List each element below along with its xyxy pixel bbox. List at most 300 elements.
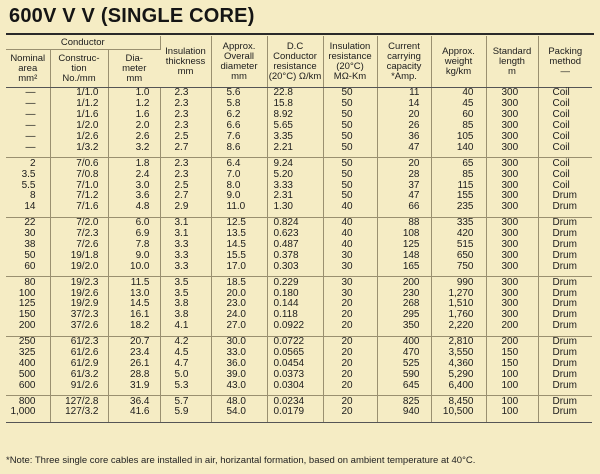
cell-nominal-area: 800 xyxy=(6,396,50,407)
cell-construction: 61/2.3 xyxy=(50,336,108,347)
header-line: mm² xyxy=(18,72,38,84)
table-row xyxy=(6,358,592,369)
header-line: Insulation xyxy=(329,40,371,52)
header-line: mm xyxy=(231,70,247,82)
cell-overall-diameter: 27.0 xyxy=(211,321,267,332)
cell-construction: 7/2.3 xyxy=(50,229,108,240)
cell-diameter: 1.6 xyxy=(108,110,160,121)
cell-nominal-area: 125 xyxy=(6,299,50,310)
cell-nominal-area: 100 xyxy=(6,288,50,299)
cell-insulation-thickness: 4.1 xyxy=(160,321,211,332)
cell-weight: 1,760 xyxy=(431,310,486,321)
cell-construction: 127/3.2 xyxy=(50,407,108,418)
cell-standard-length: 300 xyxy=(486,110,538,121)
cell-current-capacity: 28 xyxy=(377,169,431,180)
cell-construction: 1/3.2 xyxy=(50,142,108,153)
cell-diameter: 1.2 xyxy=(108,99,160,110)
cell-overall-diameter: 7.6 xyxy=(211,132,267,143)
cell-insulation-thickness: 3.8 xyxy=(160,310,211,321)
cell-weight: 10,500 xyxy=(431,407,486,418)
cell-overall-diameter: 14.5 xyxy=(211,240,267,251)
cell-current-capacity: 11 xyxy=(377,88,431,99)
table-row xyxy=(6,336,592,347)
cell-construction: 19/2.6 xyxy=(50,288,108,299)
header-line: mm xyxy=(177,65,194,77)
cell-dc-resistance: 22.8 xyxy=(267,88,323,99)
spacer-cell xyxy=(267,418,323,423)
table-row xyxy=(6,121,592,132)
spacer-cell xyxy=(377,418,431,423)
cell-construction: 19/2.3 xyxy=(50,277,108,288)
cell-overall-diameter: 8.0 xyxy=(211,180,267,191)
cell-packing-method: Coil xyxy=(552,141,570,153)
cell-insulation-thickness: 2.3 xyxy=(160,99,211,110)
cell-dc-resistance: 0.0373 xyxy=(267,369,323,380)
cell-packing-method: Drum xyxy=(552,357,577,369)
cell-nominal-area: 400 xyxy=(6,358,50,369)
cell-construction: 127/2.8 xyxy=(50,396,108,407)
cell-insulation-resistance: 20 xyxy=(323,310,377,321)
cell-dc-resistance: 0.623 xyxy=(267,229,323,240)
cell-insulation-thickness: 3.3 xyxy=(160,240,211,251)
cell-weight: 335 xyxy=(431,217,486,228)
cell-dc-resistance: 0.0234 xyxy=(267,396,323,407)
cell-weight: 650 xyxy=(431,250,486,261)
cell-construction: 1/2.0 xyxy=(50,121,108,132)
cell-insulation-resistance: 30 xyxy=(323,288,377,299)
header-standard-length xyxy=(486,36,538,88)
cell-diameter: 20.7 xyxy=(108,336,160,347)
cell-dc-resistance: 0.378 xyxy=(267,250,323,261)
header-line: kg/km xyxy=(445,65,472,77)
cell-overall-diameter: 7.0 xyxy=(211,169,267,180)
cell-packing-method: Coil xyxy=(552,109,570,121)
header-nominal-area xyxy=(6,50,50,88)
table-row xyxy=(6,250,592,261)
cell-packing-method: Drum xyxy=(552,260,577,272)
cell-insulation-thickness: 2.5 xyxy=(160,132,211,143)
page-title: 600V V V (SINGLE CORE) xyxy=(9,5,255,27)
cell-current-capacity: 26 xyxy=(377,121,431,132)
cell-insulation-thickness: 3.3 xyxy=(160,261,211,272)
cell-construction: 1/2.6 xyxy=(50,132,108,143)
cell-weight: 235 xyxy=(431,202,486,213)
cell-dc-resistance: 0.0304 xyxy=(267,380,323,391)
cell-nominal-area: — xyxy=(6,142,50,153)
header-line: Approx. xyxy=(442,45,475,57)
cell-standard-length: 100 xyxy=(486,380,538,391)
cell-nominal-area: — xyxy=(6,132,50,143)
cell-diameter: 6.0 xyxy=(108,217,160,228)
cell-standard-length: 300 xyxy=(486,240,538,251)
cell-insulation-resistance: 30 xyxy=(323,250,377,261)
cell-insulation-resistance: 20 xyxy=(323,358,377,369)
cell-overall-diameter: 6.6 xyxy=(211,121,267,132)
cell-construction: 7/1.6 xyxy=(50,202,108,213)
header-line: diameter xyxy=(220,60,258,72)
table-body xyxy=(6,88,592,423)
header-line: — xyxy=(560,65,570,77)
table-row xyxy=(6,240,592,251)
cell-insulation-thickness: 3.3 xyxy=(160,250,211,261)
cell-insulation-thickness: 5.9 xyxy=(160,407,211,418)
cell-dc-resistance: 8.92 xyxy=(267,110,323,121)
cell-standard-length: 300 xyxy=(486,288,538,299)
cell-insulation-thickness: 2.3 xyxy=(160,158,211,169)
cell-insulation-resistance: 50 xyxy=(323,142,377,153)
cell-weight: 85 xyxy=(431,121,486,132)
header-construction xyxy=(50,50,108,88)
cell-insulation-resistance: 50 xyxy=(323,191,377,202)
cell-weight: 515 xyxy=(431,240,486,251)
cell-overall-diameter: 9.0 xyxy=(211,191,267,202)
cell-insulation-thickness: 2.7 xyxy=(160,142,211,153)
cell-dc-resistance: 0.118 xyxy=(267,310,323,321)
cell-standard-length: 100 xyxy=(486,369,538,380)
header-line: carrying xyxy=(387,50,421,62)
cell-packing-method: Drum xyxy=(538,396,592,407)
cell-current-capacity: 940 xyxy=(377,407,431,418)
table-row xyxy=(6,217,592,228)
cell-standard-length: 300 xyxy=(486,229,538,240)
cell-insulation-resistance: 20 xyxy=(323,299,377,310)
header-insulation-resistance xyxy=(323,36,377,88)
cell-diameter: 10.0 xyxy=(108,261,160,272)
header-packing-method xyxy=(538,36,592,88)
cell-weight: 2,810 xyxy=(431,336,486,347)
header-line: resistance xyxy=(328,50,372,62)
header-line: m xyxy=(508,65,516,77)
cell-diameter: 3.6 xyxy=(108,191,160,202)
cell-current-capacity: 88 xyxy=(377,217,431,228)
cell-standard-length: 300 xyxy=(486,202,538,213)
cell-dc-resistance: 5.20 xyxy=(267,169,323,180)
cell-construction: 19/2.9 xyxy=(50,299,108,310)
cell-insulation-resistance: 20 xyxy=(323,396,377,407)
cell-standard-length: 300 xyxy=(486,142,538,153)
cell-current-capacity: 36 xyxy=(377,132,431,143)
cell-diameter: 4.8 xyxy=(108,202,160,213)
cell-dc-resistance: 0.144 xyxy=(267,299,323,310)
cell-diameter: 36.4 xyxy=(108,396,160,407)
cell-nominal-area: 150 xyxy=(6,310,50,321)
table-row xyxy=(6,396,592,407)
cell-insulation-resistance: 50 xyxy=(323,99,377,110)
cell-insulation-resistance: 20 xyxy=(323,380,377,391)
cell-dc-resistance: 9.24 xyxy=(267,158,323,169)
cell-weight: 5,290 xyxy=(431,369,486,380)
cell-overall-diameter: 48.0 xyxy=(211,396,267,407)
cell-standard-length: 100 xyxy=(486,396,538,407)
cell-packing-method: Drum xyxy=(552,346,577,358)
cell-insulation-resistance: 40 xyxy=(323,202,377,213)
cell-current-capacity: 37 xyxy=(377,180,431,191)
cell-insulation-thickness: 5.3 xyxy=(160,380,211,391)
cell-current-capacity: 20 xyxy=(377,158,431,169)
cell-insulation-thickness: 4.5 xyxy=(160,348,211,359)
cell-nominal-area: 8 xyxy=(6,191,50,202)
table-row xyxy=(6,99,592,110)
cell-dc-resistance: 0.0454 xyxy=(267,358,323,369)
cell-insulation-thickness: 3.5 xyxy=(160,277,211,288)
table-row xyxy=(6,202,592,213)
cell-construction: 19/1.8 xyxy=(50,250,108,261)
cell-nominal-area: 200 xyxy=(6,321,50,332)
cell-standard-length: 300 xyxy=(486,261,538,272)
header-conductor: Conductor xyxy=(6,36,160,50)
header-line: mm xyxy=(126,72,143,84)
cell-overall-diameter: 12.5 xyxy=(211,217,267,228)
header-line: Approx. xyxy=(222,40,256,52)
header-line: length xyxy=(499,55,525,67)
cell-packing-method: Drum xyxy=(538,217,592,228)
cell-diameter: 11.5 xyxy=(108,277,160,288)
cell-weight: 3,550 xyxy=(431,348,486,359)
cell-insulation-resistance: 20 xyxy=(323,336,377,347)
cell-insulation-thickness: 3.5 xyxy=(160,288,211,299)
cell-construction: 91/2.6 xyxy=(50,380,108,391)
cell-nominal-area: — xyxy=(6,121,50,132)
cell-standard-length: 300 xyxy=(486,180,538,191)
cell-overall-diameter: 17.0 xyxy=(211,261,267,272)
cell-dc-resistance: 0.0179 xyxy=(267,407,323,418)
cell-insulation-resistance: 50 xyxy=(323,169,377,180)
header-weight xyxy=(431,36,486,88)
cell-nominal-area: 22 xyxy=(6,217,50,228)
table-row xyxy=(6,321,592,332)
cell-diameter: 2.6 xyxy=(108,132,160,143)
cell-nominal-area: 325 xyxy=(6,348,50,359)
cell-insulation-resistance: 40 xyxy=(323,229,377,240)
cell-current-capacity: 165 xyxy=(377,261,431,272)
cell-insulation-resistance: 20 xyxy=(323,369,377,380)
cell-construction: 7/0.8 xyxy=(50,169,108,180)
cell-overall-diameter: 8.6 xyxy=(211,142,267,153)
cell-nominal-area: 60 xyxy=(6,261,50,272)
cell-construction: 7/2.6 xyxy=(50,240,108,251)
cell-packing-method: Coil xyxy=(552,168,570,180)
cell-nominal-area: — xyxy=(6,88,50,99)
spacer-cell xyxy=(211,418,267,423)
cell-dc-resistance: 0.180 xyxy=(267,288,323,299)
title-underline xyxy=(6,33,594,35)
cell-current-capacity: 148 xyxy=(377,250,431,261)
cell-packing-method: Drum xyxy=(552,309,577,321)
cell-insulation-thickness: 5.7 xyxy=(160,396,211,407)
cell-dc-resistance: 0.0722 xyxy=(267,336,323,347)
cell-overall-diameter: 5.6 xyxy=(211,88,267,99)
spacer-cell xyxy=(323,418,377,423)
header-line: method xyxy=(549,55,582,67)
cell-nominal-area: 50 xyxy=(6,250,50,261)
cell-nominal-area: 38 xyxy=(6,240,50,251)
cell-standard-length: 300 xyxy=(486,191,538,202)
cell-packing-method: Drum xyxy=(538,336,592,347)
header-line: (20°C) xyxy=(336,60,364,72)
cell-current-capacity: 350 xyxy=(377,321,431,332)
cell-insulation-resistance: 30 xyxy=(323,261,377,272)
cell-nominal-area: 2 xyxy=(6,158,50,169)
cell-packing-method: Coil xyxy=(552,87,570,99)
cell-diameter: 16.1 xyxy=(108,310,160,321)
cell-nominal-area: 5.5 xyxy=(6,180,50,191)
cell-weight: 1,510 xyxy=(431,299,486,310)
cell-diameter: 6.9 xyxy=(108,229,160,240)
cell-current-capacity: 295 xyxy=(377,310,431,321)
cell-standard-length: 300 xyxy=(486,169,538,180)
cell-nominal-area: 30 xyxy=(6,229,50,240)
spacer-cell xyxy=(538,418,592,423)
cell-standard-length: 200 xyxy=(486,321,538,332)
cell-nominal-area: — xyxy=(6,99,50,110)
cell-current-capacity: 825 xyxy=(377,396,431,407)
cell-construction: 7/1.2 xyxy=(50,191,108,202)
cell-construction: 1/1.0 xyxy=(50,88,108,99)
cell-construction: 61/2.6 xyxy=(50,348,108,359)
cell-standard-length: 300 xyxy=(486,121,538,132)
cell-packing-method: Coil xyxy=(552,179,570,191)
cell-diameter: 1.8 xyxy=(108,158,160,169)
table-row xyxy=(6,169,592,180)
header-dc-resistance xyxy=(267,36,323,88)
cell-dc-resistance: 0.0922 xyxy=(267,321,323,332)
cell-current-capacity: 14 xyxy=(377,99,431,110)
cell-dc-resistance: 0.824 xyxy=(267,217,323,228)
table-row xyxy=(6,180,592,191)
cell-overall-diameter: 13.5 xyxy=(211,229,267,240)
header-line: (20°C) Ω/km xyxy=(268,70,322,82)
cell-insulation-resistance: 30 xyxy=(323,277,377,288)
header-line: meter xyxy=(122,62,147,74)
cell-insulation-thickness: 3.8 xyxy=(160,299,211,310)
header-line: Conductor xyxy=(273,50,317,62)
cell-diameter: 2.4 xyxy=(108,169,160,180)
cell-insulation-resistance: 50 xyxy=(323,121,377,132)
cell-overall-diameter: 23.0 xyxy=(211,299,267,310)
cell-packing-method: Coil xyxy=(552,130,570,142)
cell-dc-resistance: 2.31 xyxy=(267,191,323,202)
cell-current-capacity: 400 xyxy=(377,336,431,347)
cell-overall-diameter: 11.0 xyxy=(211,202,267,213)
cell-diameter: 23.4 xyxy=(108,348,160,359)
cell-insulation-resistance: 40 xyxy=(323,217,377,228)
cell-insulation-thickness: 2.7 xyxy=(160,191,211,202)
cell-packing-method: Drum xyxy=(552,287,577,299)
cell-dc-resistance: 0.229 xyxy=(267,277,323,288)
table-row xyxy=(6,229,592,240)
cell-dc-resistance: 5.65 xyxy=(267,121,323,132)
header-line: Overall xyxy=(223,50,255,62)
table-row xyxy=(6,88,592,99)
table-row xyxy=(6,380,592,391)
cell-standard-length: 300 xyxy=(486,132,538,143)
header-line: Packing xyxy=(548,45,583,57)
cell-dc-resistance: 2.21 xyxy=(267,142,323,153)
cell-construction: 19/2.0 xyxy=(50,261,108,272)
cell-weight: 155 xyxy=(431,191,486,202)
header-line: No./mm xyxy=(62,72,96,84)
cell-nominal-area: 600 xyxy=(6,380,50,391)
cell-nominal-area: — xyxy=(6,110,50,121)
cell-construction: 61/2.9 xyxy=(50,358,108,369)
cell-overall-diameter: 54.0 xyxy=(211,407,267,418)
cell-insulation-thickness: 2.3 xyxy=(160,88,211,99)
header-line: MΩ-Km xyxy=(333,70,367,82)
cell-current-capacity: 645 xyxy=(377,380,431,391)
cell-diameter: 41.6 xyxy=(108,407,160,418)
header-line: *Amp. xyxy=(391,70,417,82)
cell-current-capacity: 47 xyxy=(377,191,431,202)
cell-packing-method: Drum xyxy=(552,379,577,391)
cell-packing-method: Drum xyxy=(552,249,577,261)
cell-diameter: 9.0 xyxy=(108,250,160,261)
cell-weight: 85 xyxy=(431,169,486,180)
cell-insulation-resistance: 50 xyxy=(323,110,377,121)
cell-standard-length: 200 xyxy=(486,336,538,347)
cell-packing-method: Drum xyxy=(552,190,577,202)
header-line: weight xyxy=(444,55,473,67)
cell-standard-length: 300 xyxy=(486,250,538,261)
cell-diameter: 26.1 xyxy=(108,358,160,369)
cell-current-capacity: 47 xyxy=(377,142,431,153)
header-line: thickness xyxy=(165,55,206,67)
cell-standard-length: 100 xyxy=(486,407,538,418)
cell-insulation-thickness: 5.0 xyxy=(160,369,211,380)
cell-packing-method: Drum xyxy=(552,228,577,240)
cell-insulation-resistance: 50 xyxy=(323,180,377,191)
cell-construction: 7/0.6 xyxy=(50,158,108,169)
header-line: Nominal xyxy=(10,52,46,64)
cell-insulation-thickness: 2.3 xyxy=(160,110,211,121)
cell-current-capacity: 20 xyxy=(377,110,431,121)
cell-weight: 2,220 xyxy=(431,321,486,332)
cell-overall-diameter: 36.0 xyxy=(211,358,267,369)
cell-packing-method: Drum xyxy=(552,368,577,380)
cell-standard-length: 300 xyxy=(486,158,538,169)
cell-overall-diameter: 20.0 xyxy=(211,288,267,299)
cell-diameter: 31.9 xyxy=(108,380,160,391)
cell-insulation-thickness: 3.1 xyxy=(160,229,211,240)
header-line: D.C xyxy=(286,40,304,52)
cell-construction: 7/1.0 xyxy=(50,180,108,191)
cell-weight: 140 xyxy=(431,142,486,153)
cell-current-capacity: 525 xyxy=(377,358,431,369)
header-line: Construc- xyxy=(58,52,100,64)
header-line: area xyxy=(18,62,38,74)
cell-packing-method: Coil xyxy=(552,120,570,132)
spacer-cell xyxy=(50,418,108,423)
cell-overall-diameter: 30.0 xyxy=(211,336,267,347)
table-row xyxy=(6,369,592,380)
cell-weight: 1,270 xyxy=(431,288,486,299)
cell-current-capacity: 200 xyxy=(377,277,431,288)
cell-overall-diameter: 43.0 xyxy=(211,380,267,391)
cell-dc-resistance: 1.30 xyxy=(267,202,323,213)
cell-weight: 45 xyxy=(431,99,486,110)
cell-weight: 4,360 xyxy=(431,358,486,369)
cell-diameter: 1.0 xyxy=(108,88,160,99)
cell-overall-diameter: 33.0 xyxy=(211,348,267,359)
cell-overall-diameter: 6.2 xyxy=(211,110,267,121)
cell-insulation-thickness: 4.7 xyxy=(160,358,211,369)
table-row xyxy=(6,158,592,169)
cell-packing-method: Drum xyxy=(538,277,592,288)
table-row xyxy=(6,277,592,288)
cell-insulation-resistance: 50 xyxy=(323,158,377,169)
cable-spec-table xyxy=(6,36,592,423)
spacer-cell xyxy=(431,418,486,423)
cell-diameter: 18.2 xyxy=(108,321,160,332)
